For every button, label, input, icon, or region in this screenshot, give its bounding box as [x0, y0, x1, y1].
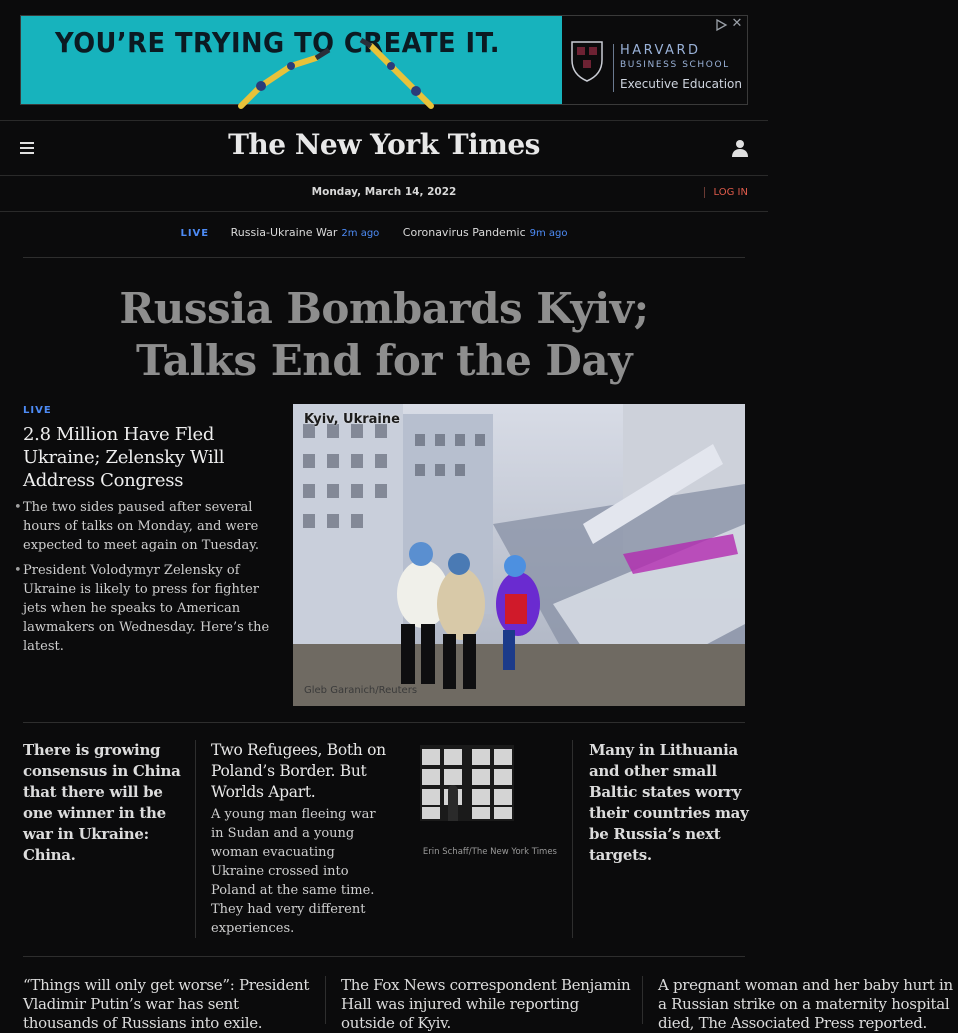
live-link-russia-ukraine[interactable]: Russia-Ukraine War	[230, 226, 338, 239]
live-label: LIVE	[180, 228, 210, 239]
main-headline[interactable]	[0, 283, 768, 387]
live-coverage-bar	[0, 226, 768, 239]
story-putin-exile-headline[interactable]: “Things will only get worse”: President Vladimir Putin’s war has sent thousands of Russians into exile.	[23, 976, 310, 1032]
ad-brand-line2: BUSINESS SCHOOL	[620, 60, 730, 70]
user-icon[interactable]	[730, 138, 750, 158]
ad-brand-panel[interactable]	[562, 16, 747, 104]
ad-brand-line3: Executive Education	[620, 77, 742, 91]
column-divider	[325, 976, 326, 1024]
divider	[0, 120, 768, 121]
divider	[0, 175, 768, 176]
thumbnail-credit: Erin Schaff/The New York Times	[422, 847, 557, 857]
live-timestamp: 9m ago	[529, 228, 568, 239]
robot-arm-illustration	[221, 36, 451, 106]
main-headline-line2: Talks End for the Day	[136, 336, 632, 385]
live-timestamp: 2m ago	[341, 228, 380, 239]
harvard-shield-icon	[570, 40, 604, 82]
column-divider	[572, 740, 573, 938]
lead-story-photo[interactable]	[293, 404, 745, 706]
summary-bullet: • The two sides paused after several hours of talks on Monday, and were expected to meet again on Tuesday.	[23, 498, 281, 555]
ad-creative[interactable]	[21, 16, 562, 104]
ad-headline: YOU’RE TRYING TO CREATE IT.	[55, 26, 500, 59]
story-refugees-headline[interactable]: Two Refugees, Both on Poland’s Border. But Worlds Apart.	[211, 741, 386, 801]
story-maternity-text: A pregnant woman and her baby hurt in a Russian strike on a maternity hospital died, The Associated Press reported.	[658, 976, 953, 1032]
nyt-logo[interactable]: The New York Times	[228, 128, 540, 161]
column-divider	[642, 976, 643, 1024]
close-icon[interactable]: ✕	[731, 16, 743, 31]
story-fox-news-headline[interactable]: The Fox News correspondent Benjamin Hall was injured while reporting outside of Kyiv.	[341, 976, 631, 1032]
ad-brand-line1: HARVARD	[620, 43, 701, 58]
section-divider	[23, 257, 745, 258]
photo-credit: Gleb Garanich/Reuters	[304, 685, 418, 696]
section-divider	[23, 956, 745, 957]
column-divider	[195, 740, 196, 938]
divider	[0, 211, 768, 212]
summary-bullet: • President Volodymyr Zelensky of Ukraine is likely to press for fighter jets when he speaks to American lawmakers on Wednesday. Here’s the latest.	[23, 561, 281, 656]
story-thumbnail-photo[interactable]	[418, 741, 516, 827]
lead-live-label: LIVE	[23, 405, 52, 416]
story-baltic-headline[interactable]: Many in Lithuania and other small Baltic states worry their countries may be Russia’s next targets.	[589, 741, 749, 864]
section-divider	[23, 722, 745, 723]
edition-date: Monday, March 14, 2022	[311, 186, 457, 198]
login-button[interactable]: LOG IN	[704, 187, 748, 198]
advertisement-banner[interactable]	[20, 15, 748, 105]
lead-story-headline[interactable]: 2.8 Million Have Fled Ukraine; Zelensky Will Address Congress	[23, 424, 225, 491]
story-china-headline[interactable]: There is growing consensus in China that there will be one winner in the war in Ukraine: China.	[23, 741, 181, 864]
live-link-coronavirus[interactable]: Coronavirus Pandemic	[402, 226, 526, 239]
story-maternity-hospital-headline[interactable]	[658, 976, 953, 1032]
main-headline-line1: Russia Bombards Kyiv;	[119, 284, 649, 333]
lead-story-summary	[23, 498, 281, 662]
ad-choices-icon[interactable]	[715, 19, 727, 31]
ad-divider	[613, 44, 614, 92]
photo-location-label: Kyiv, Ukraine	[304, 412, 400, 427]
story-refugees-summary: A young man fleeing war in Sudan and a young woman evacuating Ukraine crossed into Poland at the same time. They had very different experiences.	[211, 807, 376, 936]
